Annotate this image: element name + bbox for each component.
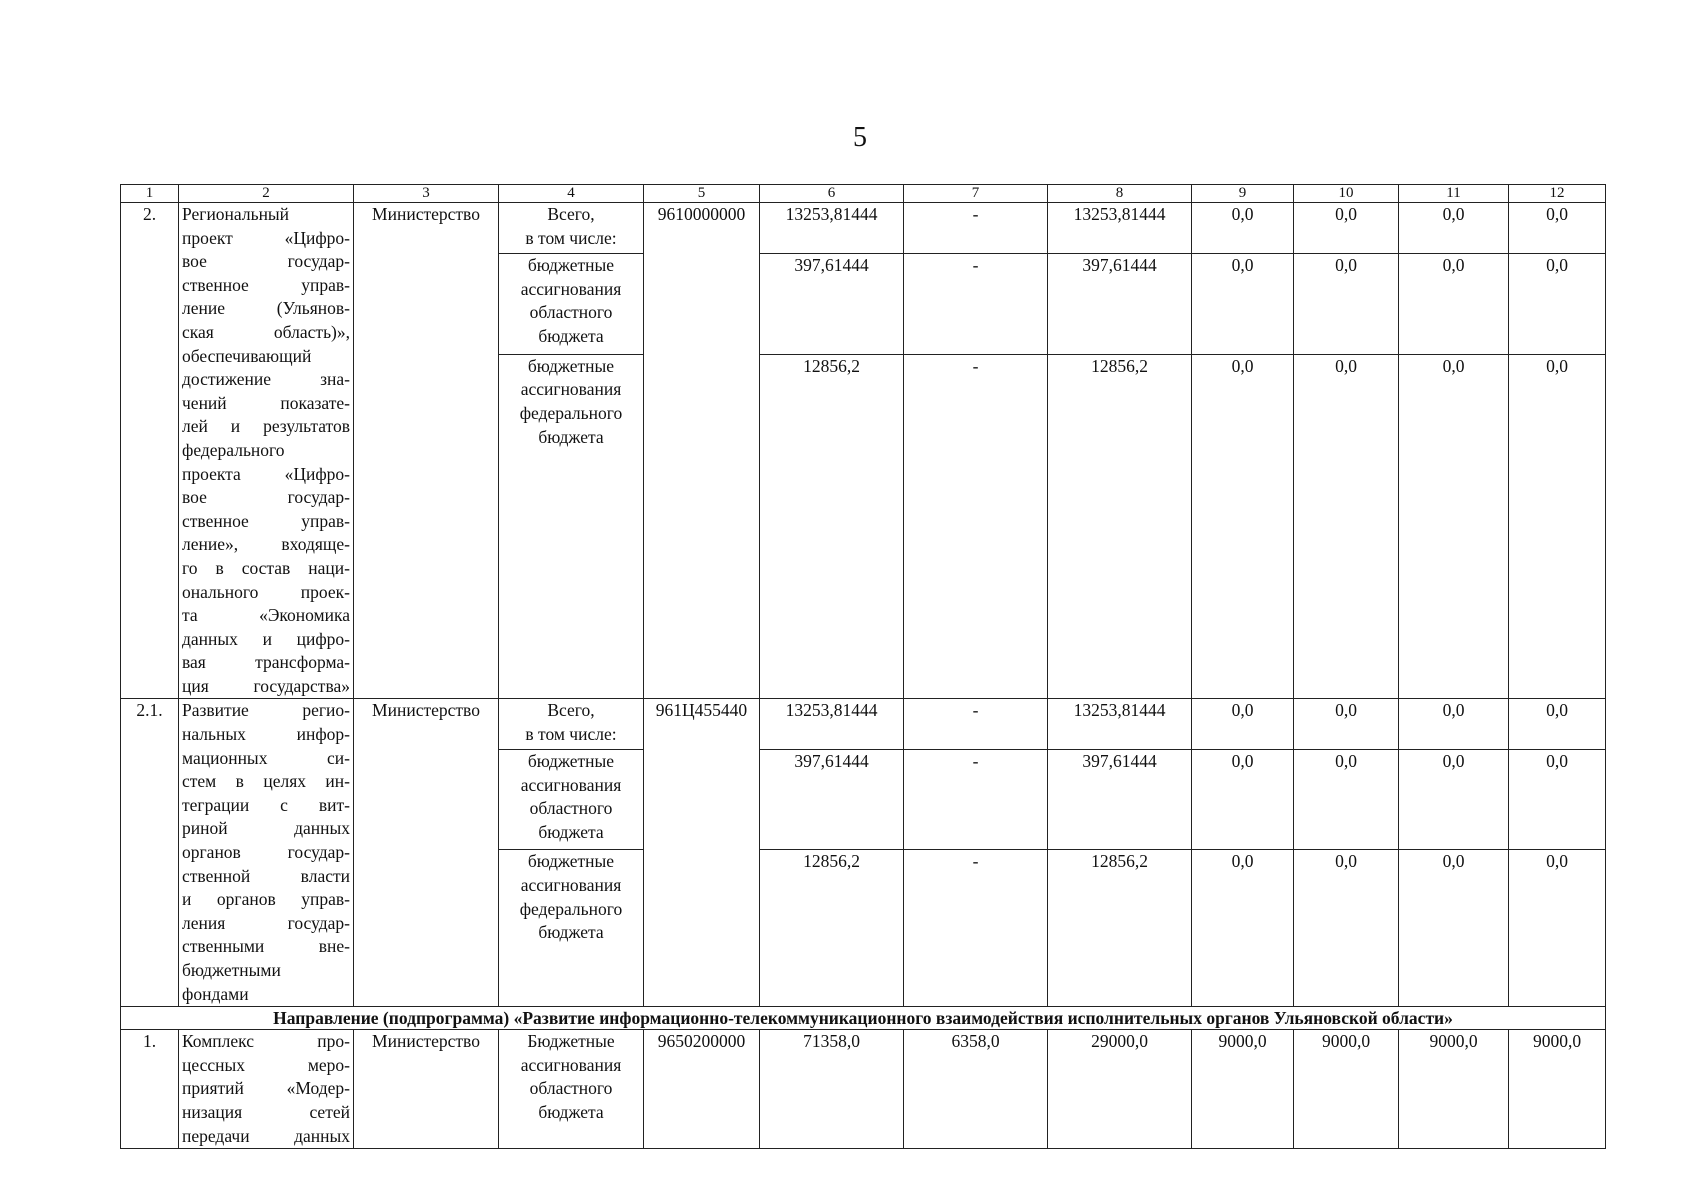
amount-y2025: 0,0 [1192, 253, 1294, 354]
column-number: 5 [644, 185, 760, 203]
funding-source-line: Бюджетные [527, 1031, 615, 1052]
amount-total: 13253,81444 [760, 203, 904, 254]
row-number: 2. [121, 203, 179, 699]
funding-source [499, 354, 644, 699]
event-name-line: передачи данных [182, 1125, 350, 1146]
event-name-line: ственной власти [182, 865, 350, 886]
amount-y2023: - [904, 354, 1048, 699]
amount-y2023: - [904, 699, 1048, 750]
amount-y2024: 29000,0 [1048, 1030, 1192, 1149]
funding-source-line: бюджета [538, 922, 604, 943]
amount-total: 12856,2 [760, 354, 904, 699]
event-name-line: чений показате- [182, 392, 350, 413]
event-name-line: и органов управ- [182, 889, 350, 910]
event-name-line: ственное управ- [182, 274, 350, 295]
amount-total: 397,61444 [760, 750, 904, 850]
funding-source-line: ассигнования [520, 774, 622, 795]
amount-y2026: 0,0 [1294, 203, 1399, 254]
amount-y2023: - [904, 203, 1048, 254]
funding-source-line: областного [529, 302, 613, 323]
column-number: 8 [1048, 185, 1192, 203]
event-name-line: органов государ- [182, 842, 350, 863]
amount-y2027: 0,0 [1399, 850, 1509, 1007]
event-name-line: достижение зна- [182, 369, 350, 390]
column-number: 2 [179, 185, 354, 203]
event-name-line: ления государ- [182, 912, 350, 933]
amount-y2028: 0,0 [1509, 253, 1606, 354]
column-number: 6 [760, 185, 904, 203]
amount-y2023: - [904, 253, 1048, 354]
amount-y2024: 397,61444 [1048, 750, 1192, 850]
funding-source-line: Всего, [547, 700, 595, 721]
funding-source-line: бюджета [538, 1101, 604, 1122]
amount-y2026: 9000,0 [1294, 1030, 1399, 1149]
amount-y2027: 0,0 [1399, 203, 1509, 254]
funding-source-line: ассигнования [520, 379, 622, 400]
event-name-line: ственное управ- [182, 510, 350, 531]
amount-y2027: 0,0 [1399, 253, 1509, 354]
column-number: 9 [1192, 185, 1294, 203]
event-name-line: ление», входяще- [182, 534, 350, 555]
funding-source-line: бюджетные [527, 751, 615, 772]
column-number: 3 [354, 185, 499, 203]
amount-y2027: 0,0 [1399, 699, 1509, 750]
amount-y2025: 0,0 [1192, 354, 1294, 699]
event-name-line: теграции с вит- [182, 794, 350, 815]
event-name-line: та «Экономика [182, 605, 350, 626]
event-name [179, 699, 354, 1007]
table-row [121, 203, 1606, 254]
event-name-line: вая трансформа- [182, 652, 350, 673]
event-name-line: ственными вне- [182, 936, 350, 957]
amount-y2024: 12856,2 [1048, 354, 1192, 699]
event-name-line: Региональный [182, 204, 290, 224]
event-name-line: бюджетными [182, 960, 281, 980]
amount-y2025: 0,0 [1192, 203, 1294, 254]
amount-y2025: 0,0 [1192, 699, 1294, 750]
amount-total: 397,61444 [760, 253, 904, 354]
event-name-line: приятий «Модер- [182, 1078, 350, 1099]
amount-y2027: 9000,0 [1399, 1030, 1509, 1149]
event-name-line: ление (Ульянов- [182, 298, 350, 319]
executor: Министерство [354, 203, 499, 699]
funding-source [499, 1030, 644, 1149]
budget-table [120, 184, 1606, 1149]
event-name-line: вое госудаp- [182, 487, 350, 508]
amount-y2023: - [904, 750, 1048, 850]
funding-source-line: областного [529, 798, 613, 819]
amount-y2025: 9000,0 [1192, 1030, 1294, 1149]
amount-y2024: 13253,81444 [1048, 699, 1192, 750]
funding-source-line: в том числе: [525, 724, 617, 745]
amount-total: 71358,0 [760, 1030, 904, 1149]
amount-y2023: - [904, 850, 1048, 1007]
funding-source-line: бюджетные [527, 254, 615, 275]
funding-source-line: ассигнования [520, 1054, 622, 1075]
amount-y2028: 0,0 [1509, 750, 1606, 850]
event-name-line: Развитие регио- [182, 700, 350, 721]
page-number: 5 [853, 122, 867, 153]
budget-code: 961Ц455440 [644, 699, 760, 1007]
funding-source-line: бюджетные [527, 355, 615, 376]
event-name-line: цессных меро- [182, 1054, 350, 1075]
column-number: 10 [1294, 185, 1399, 203]
amount-total: 13253,81444 [760, 699, 904, 750]
event-name [179, 1030, 354, 1149]
amount-y2026: 0,0 [1294, 850, 1399, 1007]
funding-source [499, 203, 644, 254]
event-name-line: проекта «Цифро- [182, 463, 350, 484]
executor: Министерство [354, 1030, 499, 1149]
row-number: 2.1. [121, 699, 179, 1007]
event-name-line: стем в целях ин- [182, 771, 350, 792]
amount-y2025: 0,0 [1192, 750, 1294, 850]
table-row [121, 1030, 1606, 1149]
row-number: 1. [121, 1030, 179, 1149]
event-name-line: проект «Цифро- [182, 227, 350, 248]
funding-source-line: в том числе: [525, 227, 617, 248]
funding-source-line: бюджета [538, 821, 604, 842]
amount-y2024: 13253,81444 [1048, 203, 1192, 254]
amount-y2024: 397,61444 [1048, 253, 1192, 354]
section-title: Направление (подпрограмма) «Развитие информационно-телекоммуникационного взаимодействия исполнительных органов Ульяновской области» [121, 1007, 1606, 1030]
amount-y2028: 0,0 [1509, 850, 1606, 1007]
budget-code: 9650200000 [644, 1030, 760, 1149]
column-number: 12 [1509, 185, 1606, 203]
amount-y2026: 0,0 [1294, 750, 1399, 850]
event-name-line: риной данных [182, 818, 350, 839]
amount-y2028: 0,0 [1509, 699, 1606, 750]
amount-y2028: 0,0 [1509, 203, 1606, 254]
funding-source [499, 750, 644, 850]
amount-y2026: 0,0 [1294, 354, 1399, 699]
column-number: 11 [1399, 185, 1509, 203]
amount-y2026: 0,0 [1294, 699, 1399, 750]
amount-y2023: 6358,0 [904, 1030, 1048, 1149]
funding-source-line: бюджета [538, 325, 604, 346]
budget-code: 9610000000 [644, 203, 760, 699]
column-number: 4 [499, 185, 644, 203]
funding-source-line: ассигнования [520, 875, 622, 896]
table-row [121, 699, 1606, 750]
event-name-line: мационных си- [182, 747, 350, 768]
event-name-line: нальных инфор- [182, 724, 350, 745]
event-name-line: онального проек- [182, 581, 350, 602]
event-name-line: лей и результатов [182, 416, 350, 437]
funding-source-line: Всего, [547, 204, 595, 224]
amount-y2024: 12856,2 [1048, 850, 1192, 1007]
funding-source-line: областного [529, 1078, 613, 1099]
event-name-line: го в состав наци- [182, 557, 350, 578]
amount-y2027: 0,0 [1399, 750, 1509, 850]
event-name-line: федерального [182, 439, 285, 460]
funding-source [499, 850, 644, 1007]
funding-source [499, 253, 644, 354]
event-name-line: ская область)», [182, 321, 350, 342]
funding-source-line: ассигнования [520, 278, 622, 299]
event-name-line: низация сетей [182, 1101, 350, 1122]
amount-y2026: 0,0 [1294, 253, 1399, 354]
event-name-line: вое госудаp- [182, 251, 350, 272]
event-name [179, 203, 354, 699]
event-name-line: ция государства» [182, 675, 350, 696]
event-name-line: обеспечивающий [182, 345, 312, 366]
event-name-line: фондами [182, 983, 249, 1004]
amount-y2028: 9000,0 [1509, 1030, 1606, 1149]
amount-y2028: 0,0 [1509, 354, 1606, 699]
funding-source-line: бюджета [538, 426, 604, 447]
column-numbers-row [121, 185, 1606, 203]
amount-y2027: 0,0 [1399, 354, 1509, 699]
funding-source-line: бюджетные [527, 851, 615, 872]
funding-source-line: федерального [519, 898, 623, 919]
section-title-row [121, 1007, 1606, 1030]
executor: Министерство [354, 699, 499, 1007]
amount-y2025: 0,0 [1192, 850, 1294, 1007]
column-number: 7 [904, 185, 1048, 203]
funding-source-line: федерального [519, 402, 623, 423]
event-name-line: данных и цифро- [182, 628, 350, 649]
amount-total: 12856,2 [760, 850, 904, 1007]
funding-source [499, 699, 644, 750]
event-name-line: Комплекс про- [182, 1031, 350, 1052]
column-number: 1 [121, 185, 179, 203]
